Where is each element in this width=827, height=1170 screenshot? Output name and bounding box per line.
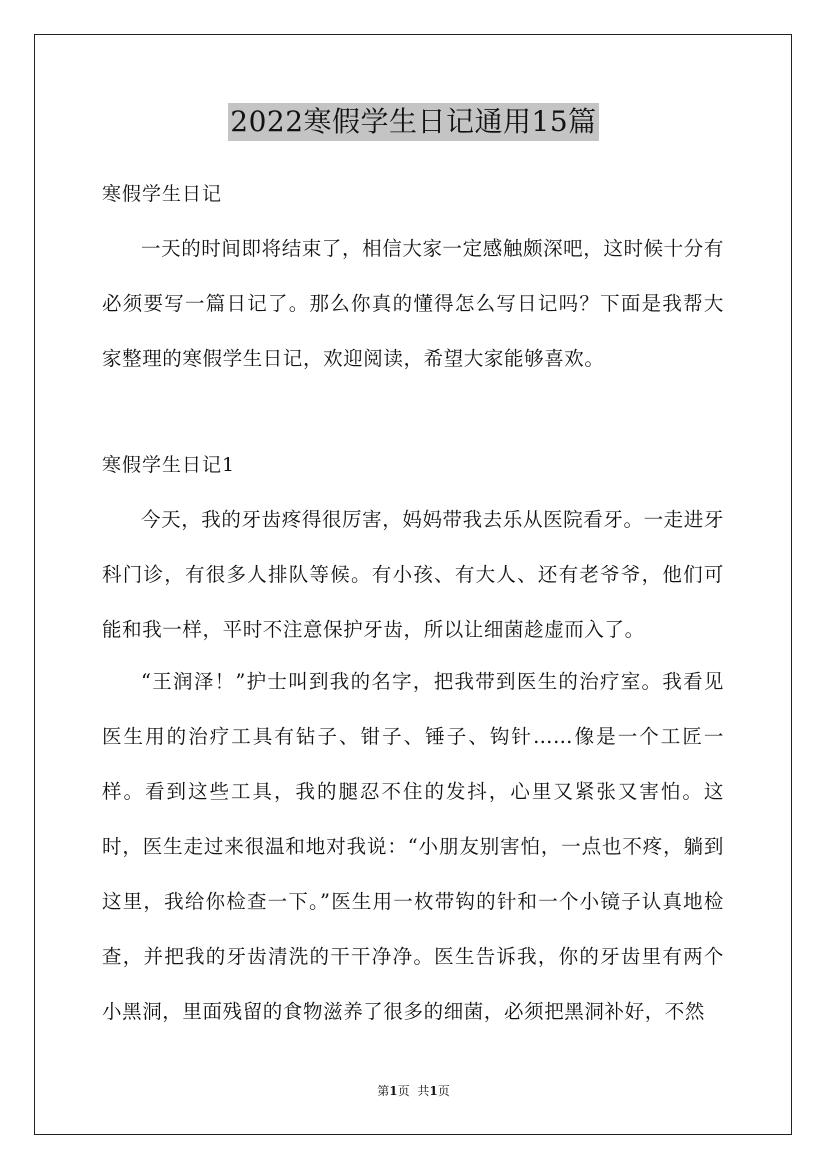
document-title: 2022寒假学生日记通用15篇 xyxy=(228,103,598,141)
page-label-prefix: 第 xyxy=(377,1084,390,1098)
total-label-suffix: 页 xyxy=(437,1084,450,1098)
total-pages: 1 xyxy=(429,1084,438,1098)
title-container xyxy=(0,103,827,141)
diary-paragraph-1: 今天，我的牙齿疼得很厉害，妈妈带我去乐从医院看牙。一走进牙科门诊，有很多人排队等候。有小孩、有大人、还有老爷爷，他们可能和我一样，平时不注意保护牙齿，所以让细菌趁虚而入了。 xyxy=(102,508,724,641)
page-label-suffix: 页 xyxy=(397,1084,410,1098)
section-heading: 寒假学生日记 xyxy=(102,183,223,205)
intro-paragraph: 一天的时间即将结束了，相信大家一定感触颇深吧，这时候十分有必须要写一篇日记了。那么你真的懂得怎么写日记吗？下面是我帮大家整理的寒假学生日记，欢迎阅读，希望大家能够喜欢。 xyxy=(102,237,724,370)
page-footer xyxy=(0,1083,827,1099)
diary-entry-heading: 寒假学生日记1 xyxy=(102,454,236,476)
page-number: 1 xyxy=(389,1084,398,1098)
total-label-prefix: 共 xyxy=(417,1084,430,1098)
diary-paragraph-2: “王润泽！”护士叫到我的名字，把我带到医生的治疗室。我看见医生用的治疗工具有钻子、钳子、锤子、钩针……像是一个工匠一样。看到这些工具，我的腿忍不住的发抖，心里又紧张又害怕。这时，医生走过来很温和地对我说：“小朋友别害怕，一点也不疼，躺到这里，我给你检查一下。”医生用一枚带钩的针和一个小镜子认真地检查，并把我的牙齿清洗的干干净净。医生告诉我，你的牙齿里有两个小黑洞，里面残留的食物滋养了很多的细菌，必须把黑洞补好，不然 xyxy=(102,670,724,1023)
